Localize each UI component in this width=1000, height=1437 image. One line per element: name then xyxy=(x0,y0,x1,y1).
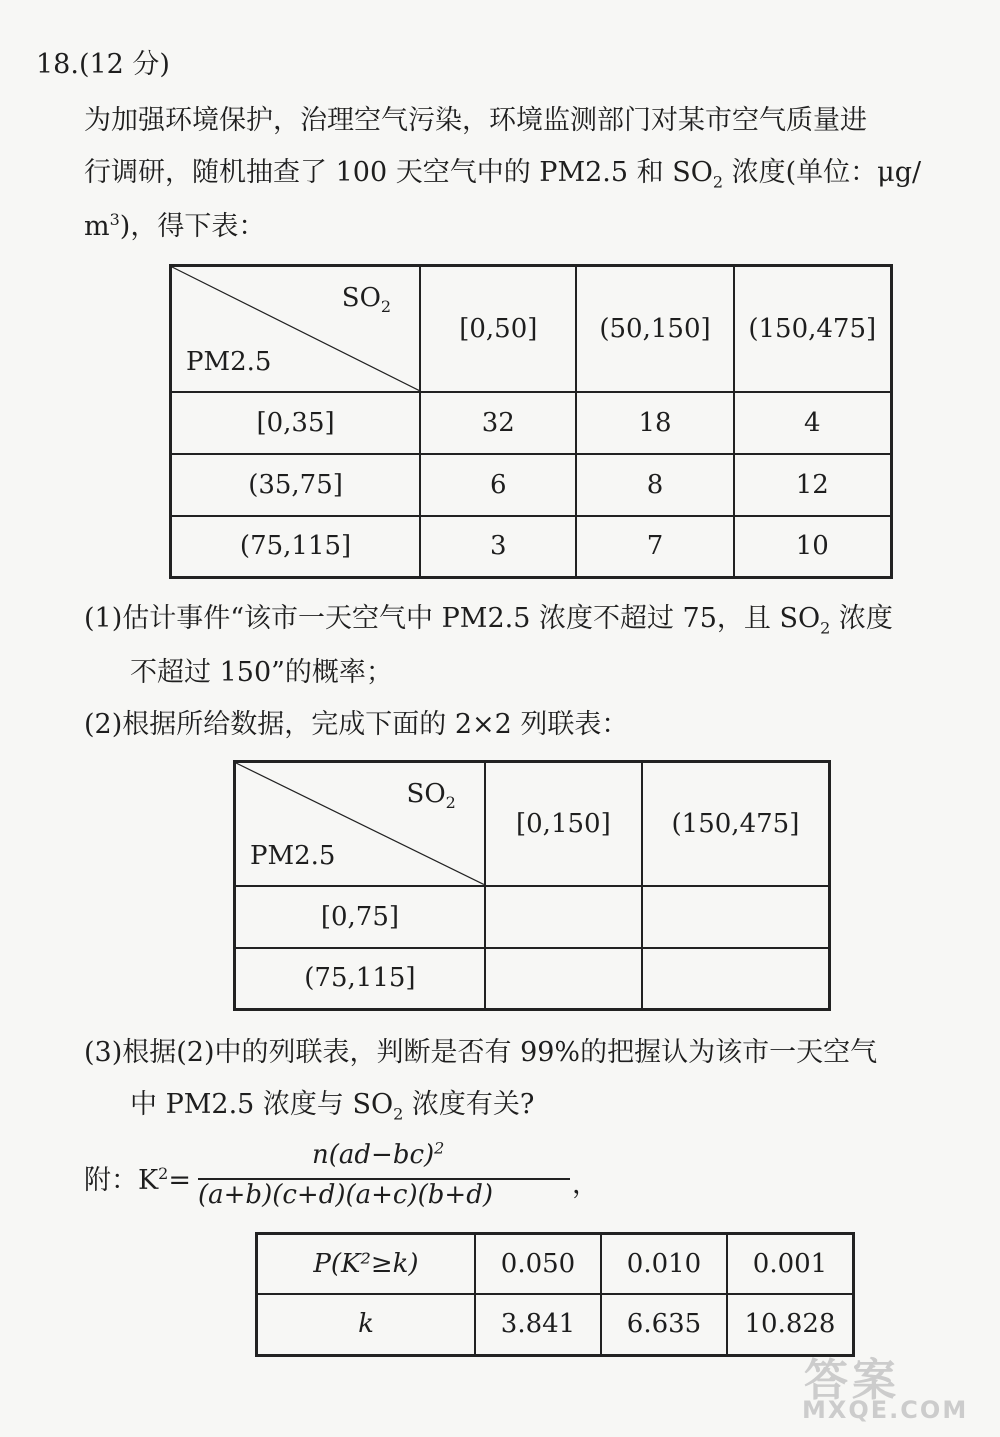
intro-line-3-tail: )，得下表： xyxy=(119,211,266,242)
intro-line-3 xyxy=(84,210,265,244)
table3-cell: 0.001 xyxy=(727,1234,854,1294)
table2-row-label: (75,115] xyxy=(235,948,485,1010)
table2-cell xyxy=(485,948,642,1010)
table1-corner-bottom: PM2.5 xyxy=(186,346,272,377)
table3-cell: 6.635 xyxy=(601,1294,727,1356)
table2-corner-bottom: PM2.5 xyxy=(250,840,336,871)
watermark-bottom: MXQE.COM xyxy=(802,1396,969,1424)
table3-cell: 10.828 xyxy=(727,1294,854,1356)
appendix-equals: = xyxy=(168,1165,191,1196)
table1-cell: 3 xyxy=(420,516,576,578)
q1-line-1-text: (1)估计事件“该市一天空气中 PM2.5 浓度不超过 75，且 SO xyxy=(84,603,821,634)
table2-cell xyxy=(642,948,830,1010)
table2-corner-top xyxy=(406,779,456,813)
table-row xyxy=(235,948,830,1010)
table2-cell xyxy=(642,886,830,948)
table2-col-header: (150,475] xyxy=(642,762,830,886)
table3-cell: 0.050 xyxy=(475,1234,601,1294)
q3-line-2 xyxy=(130,1088,534,1122)
q1-line-1-tail: 浓度 xyxy=(830,603,893,634)
watermark-logo xyxy=(784,1344,974,1429)
table1-row-label: [0,35] xyxy=(171,392,421,454)
table1-cell: 6 xyxy=(420,454,576,516)
table1-row-label: (75,115] xyxy=(171,516,421,578)
q3-line-2-tail: 浓度有关? xyxy=(403,1089,535,1120)
table1-cell: 7 xyxy=(576,516,733,578)
table1-col-header: [0,50] xyxy=(420,266,576,392)
table1-cell: 12 xyxy=(734,454,892,516)
table-row xyxy=(171,516,892,578)
watermark-top: 答案 xyxy=(804,1355,900,1406)
table1-corner-top-text: SO xyxy=(341,283,381,313)
table1-col-header: (150,475] xyxy=(734,266,892,392)
formula-numerator-sup: 2 xyxy=(434,1138,445,1158)
table3-row-label: k xyxy=(257,1294,476,1356)
table2-corner-cell xyxy=(235,762,485,886)
formula-numerator xyxy=(312,1140,444,1170)
so2-subscript: 2 xyxy=(712,172,724,192)
table1-cell: 18 xyxy=(576,392,733,454)
formula-numerator-text: n(ad−bc) xyxy=(312,1140,435,1170)
q3-line-1: (3)根据(2)中的列联表，判断是否有 99%的把握认为该市一天空气 xyxy=(84,1037,878,1068)
formula-suffix: ， xyxy=(572,1169,599,1200)
table1-cell: 10 xyxy=(734,516,892,578)
pm25-so2-table xyxy=(169,264,893,579)
intro-line-1: 为加强环境保护，治理空气污染，环境监测部门对某市空气质量进 xyxy=(84,105,867,136)
q2-line: (2)根据所给数据，完成下面的 2×2 列联表： xyxy=(84,709,629,740)
contingency-table xyxy=(233,760,831,1011)
q1-line-2: 不超过 150”的概率； xyxy=(130,657,393,688)
q1-so2-sub: 2 xyxy=(820,618,831,638)
intro-line-2 xyxy=(84,156,921,190)
table2-cell xyxy=(485,886,642,948)
table-row xyxy=(257,1234,854,1294)
table2-row-label: [0,75] xyxy=(235,886,485,948)
table1-col-header: (50,150] xyxy=(576,266,733,392)
table1-row-label: (35,75] xyxy=(171,454,421,516)
q3-line-2-text: 中 PM2.5 浓度与 SO xyxy=(130,1089,394,1120)
table1-cell: 8 xyxy=(576,454,733,516)
table1-cell: 4 xyxy=(734,392,892,454)
problem-number: 18.(12 分) xyxy=(36,49,170,80)
q1-line-1 xyxy=(84,602,893,636)
appendix-k-sup: 2 xyxy=(158,1164,169,1183)
table-row xyxy=(171,454,892,516)
table2-corner-top-sub: 2 xyxy=(445,793,456,813)
table3-cell: 0.010 xyxy=(601,1234,727,1294)
intro-line-2-text: 行调研，随机抽查了 100 天空气中的 PM2.5 和 SO xyxy=(84,157,713,188)
table-row xyxy=(171,392,892,454)
table-row xyxy=(235,886,830,948)
table1-corner-cell xyxy=(171,266,421,392)
table2-col-header: [0,150] xyxy=(485,762,642,886)
appendix-prefix xyxy=(84,1164,191,1198)
critical-value-table xyxy=(255,1232,855,1357)
table-row xyxy=(257,1294,854,1356)
appendix-k: 附：K xyxy=(84,1165,159,1196)
table2-corner-top-text: SO xyxy=(406,779,446,809)
formula-denominator: (a+b)(c+d)(a+c)(b+d) xyxy=(198,1180,493,1210)
unit-cubed: 3 xyxy=(109,210,120,229)
table3-row-label: P(K²≥k) xyxy=(257,1234,476,1294)
intro-line-2-tail: 浓度(单位：μg/ xyxy=(723,157,922,188)
q3-so2-sub: 2 xyxy=(393,1104,404,1124)
table1-corner-top xyxy=(341,283,392,317)
table1-cell: 32 xyxy=(420,392,576,454)
unit-m: m xyxy=(84,211,110,242)
table1-corner-top-sub: 2 xyxy=(380,297,392,317)
table3-cell: 3.841 xyxy=(475,1294,601,1356)
